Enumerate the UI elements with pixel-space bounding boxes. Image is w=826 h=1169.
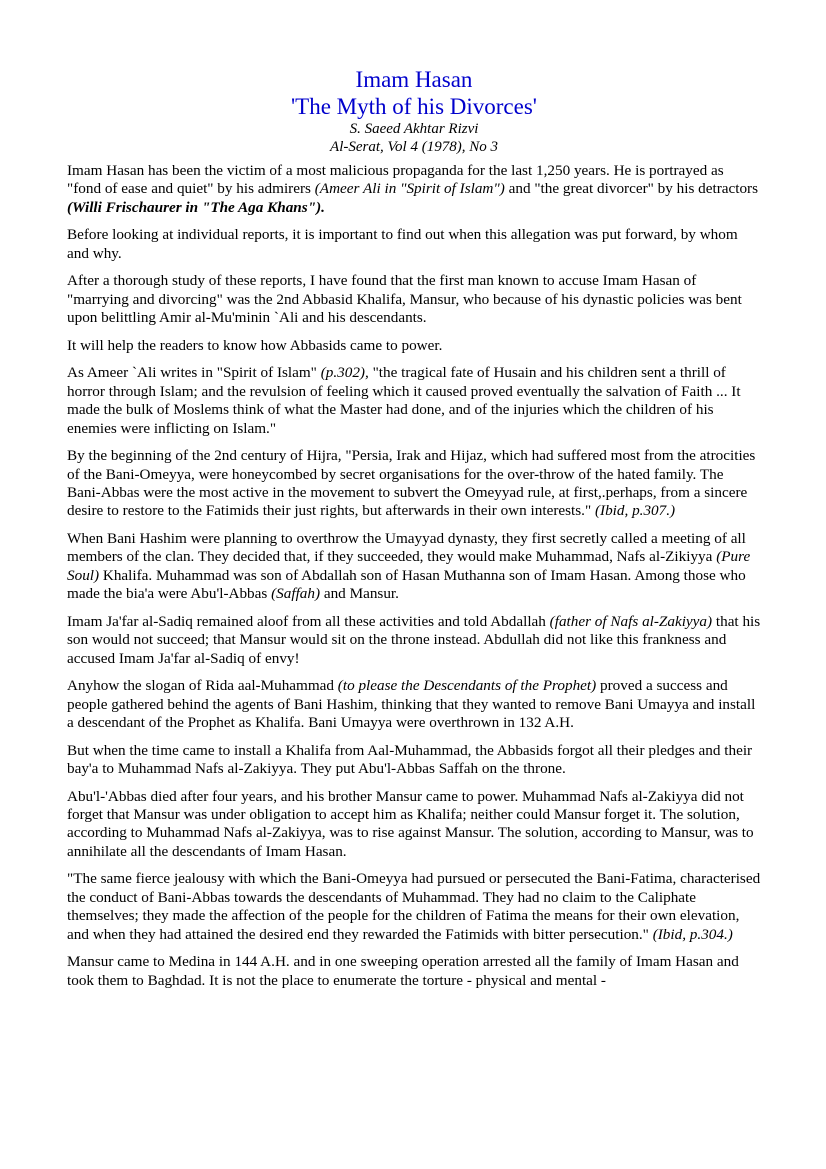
article-author: S. Saeed Akhtar Rizvi <box>349 121 479 137</box>
paragraph <box>67 226 761 263</box>
paragraph <box>67 272 761 327</box>
citation-text: (Pure Soul) <box>67 548 751 584</box>
paragraph <box>67 742 761 779</box>
citation-text: (Ameer Ali in "Spirit of Islam") <box>314 180 505 198</box>
paragraph-text: and "the great divorcer" by his detractors <box>504 180 759 198</box>
article-title-line-2: 'The Myth of his Divorces' <box>291 94 537 119</box>
paragraph <box>67 162 761 217</box>
paragraph <box>67 788 761 862</box>
paragraph-text: Before looking at individual reports, it is important to find out when this allegation was put forward, by whom and why. <box>67 226 738 262</box>
paragraph-text: and Mansur. <box>320 585 399 603</box>
article-body <box>67 162 761 990</box>
citation-text: (Saffah) <box>271 585 321 603</box>
paragraph-text: "The same fierce jealousy with which the Bani-Omeyya had pursued or persecuted the Bani-Fatima, characterised the conduct of Bani-Abbas towards the descendants of Muhammad. They had no claim to the Caliphate themselves; they made the affection of the people for the children of Fatima the means for their own elevation, and when they had attained the desired end they rewarded the Fatimids with bitter persecution." <box>67 870 761 943</box>
paragraph-text: "the tragical fate of Husain and his children sent a thrill of horror through Islam; and the revulsion of feeling which it caused proved eventually the salvation of Faith ... It made the bulk of Moslems think of what the Master had done, and of the injuries which the children of his enemies were inflicting on Islam." <box>67 364 741 437</box>
article-header <box>67 66 761 156</box>
paragraph-text: It will help the readers to know how Abbasids came to power. <box>67 336 443 354</box>
paragraph <box>67 530 761 604</box>
citation-text: (to please the Descendants of the Prophet) <box>337 677 597 695</box>
paragraph-text: that his son would not succeed; that Mansur would sit on the throne instead. Abdullah did not like this frankness and accused Imam Ja'far al-Sadiq of envy! <box>67 612 761 667</box>
paragraph-text: Anyhow the slogan of Rida aal-Muhammad <box>67 677 338 695</box>
paragraph <box>67 953 761 990</box>
paragraph-text: Abu'l-'Abbas died after four years, and his brother Mansur came to power. Muhammad Nafs al-Zakiyya did not forget that Mansur was under obligation to accept him as Khalifa; neither could Mansur forget it. The solution, according to Muhammad Nafs al-Zakiyya, was to rise against Mansur. The solution, according to Mansur, was to annihilate all the descendants of Imam Hasan. <box>67 787 754 860</box>
paragraph <box>67 677 761 732</box>
paragraph-text: By the beginning of the 2nd century of Hijra, "Persia, Irak and Hijaz, which had suffered most from the atrocities of the Bani-Omeyya, were honeycombed by secret organisations for the over-throw of the hated family. The Bani-Abbas were the most active in the movement to subvert the Omeyyad rule, at first,.perhaps, from a sincere desire to restore to the Fatimids their just rights, but afterwards in their own interests." <box>67 447 756 520</box>
article-source: Al-Serat, Vol 4 (1978), No 3 <box>330 139 498 155</box>
citation-text: (p.302), <box>320 364 369 382</box>
article-title-line-1: Imam Hasan <box>355 67 473 92</box>
citation-text: (Ibid, p.304.) <box>652 925 733 943</box>
paragraph-text: Imam Ja'far al-Sadiq remained aloof from all these activities and told Abdallah <box>67 612 550 630</box>
paragraph-text: When Bani Hashim were planning to overthrow the Umayyad dynasty, they first secretly called a meeting of all members of the clan. They decided that, if they succeeded, they would make Muhammad, Nafs al-Zikiyya <box>67 530 746 566</box>
paragraph <box>67 870 761 944</box>
paragraph-text: proved a success and people gathered behind the agents of Bani Hashim, thinking that they wanted to remove Bani Umayya and install a descendant of the Prophet as Khalifa. Bani Umayya were overthrown in 132 A.H. <box>67 677 756 732</box>
citation-text: (Willi Frischaurer in "The Aga Khans"). <box>67 198 325 216</box>
paragraph-text: Khalifa. Muhammad was son of Abdallah son of Hasan Muthanna son of Imam Hasan. Among those who made the bia'a were Abu'l-Abbas <box>67 566 746 603</box>
citation-text: (Ibid, p.307.) <box>594 502 676 520</box>
paragraph-text: After a thorough study of these reports, I have found that the first man known to accuse Imam Hasan of "marrying and divorcing" was the 2nd Abbasid Khalifa, Mansur, who because of his dynastic policies was bent upon belittling Amir al-Mu'minin `Ali and his descendants. <box>67 272 742 327</box>
paragraph <box>67 447 761 521</box>
paragraph-text: Mansur came to Medina in 144 A.H. and in one sweeping operation arrested all the family of Imam Hasan and took them to Baghdad. It is not the place to enumerate the torture - physical and mental - <box>67 953 739 989</box>
paragraph-text: Imam Hasan has been the victim of a most malicious propaganda for the last 1,250 years. He is portrayed as "fond of ease and quiet" by his admirers <box>67 162 724 198</box>
citation-text: (father of Nafs al-Zakiyya) <box>549 612 713 630</box>
paragraph <box>67 364 761 438</box>
paragraph-text: As Ameer `Ali writes in "Spirit of Islam" <box>67 364 321 382</box>
paragraph <box>67 613 761 668</box>
paragraph <box>67 337 761 355</box>
paragraph-text: But when the time came to install a Khalifa from Aal-Muhammad, the Abbasids forgot all their pledges and their bay'a to Muhammad Nafs al-Zakiyya. They put Abu'l-Abbas Saffah on the throne. <box>67 741 753 778</box>
